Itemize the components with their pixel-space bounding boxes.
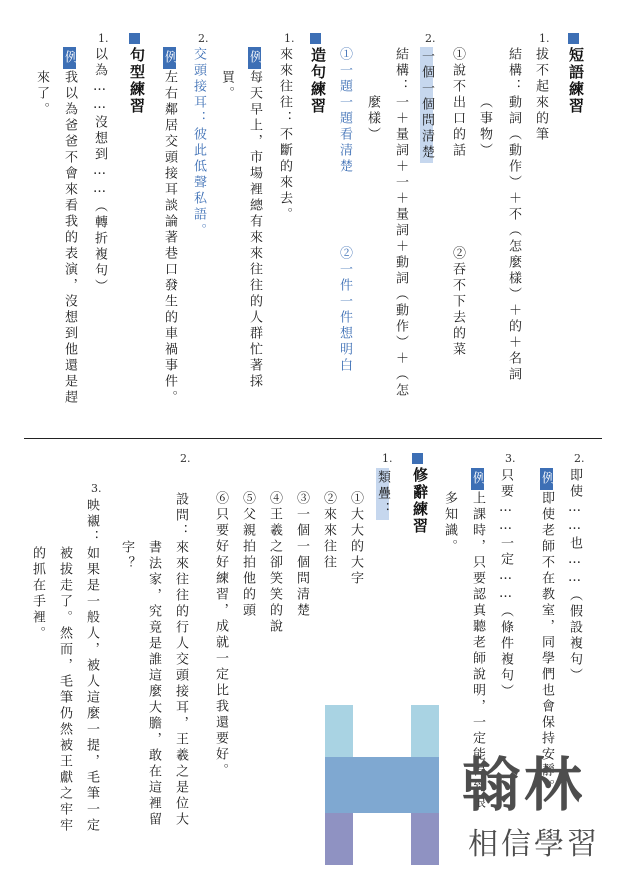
example-sentence: 多知識。: [442, 491, 457, 555]
item-number: 2.: [180, 452, 191, 465]
example-sentence: 買。: [219, 70, 234, 102]
hanlin-logo-icon: [325, 705, 439, 865]
example-sentence: 來了。: [34, 70, 49, 118]
rhetoric-list-item: ③一個一個問清楚: [294, 491, 309, 619]
logo-brand: 翰林: [462, 751, 587, 819]
example-label: 例: [63, 47, 76, 69]
item-number: 3.: [91, 482, 102, 495]
structure-line: 麼樣）: [365, 95, 380, 143]
phrase-example: ①說不出口的話: [450, 47, 465, 159]
rhetoric-list-item: ⑤父親拍拍他的頭: [240, 491, 255, 619]
structure-line: 結構：動詞（動作）＋不（怎麼樣）＋的＋名詞: [506, 47, 521, 383]
example-sentence: 每天早上，市場裡總有來來往往的人群忙著採: [247, 70, 262, 390]
rhetoric-heading: 類疊：: [375, 470, 390, 518]
example-sentence: 即使老師不在教室，同學們也會保持安靜。: [539, 491, 554, 795]
section-title-rhetoric: 修辭練習: [411, 467, 429, 535]
example-label: 例: [163, 47, 176, 69]
item-number: 1.: [98, 32, 109, 45]
item-number: 2.: [425, 32, 436, 45]
item-number: 2.: [198, 32, 209, 45]
rhetoric-list-item: ①大大的大字: [348, 491, 363, 587]
rhetoric-text: 的抓在手裡。: [30, 546, 45, 642]
rhetoric-text: 書法家，究竟是誰這麼大膽，敢在這裡留: [146, 540, 161, 828]
logo-h-mark-icon: [325, 705, 439, 865]
idiom-heading: 來來往往：不斷的來去。: [277, 47, 292, 223]
rhetoric-heading: 映襯：如果是一般人，被人這麼一提，毛筆一定: [84, 498, 99, 834]
rhetoric-text: 被拔走了。然而，毛筆仍然被王獻之牢牢: [57, 546, 72, 834]
section-divider: [24, 438, 602, 439]
phrase-heading: 一個一個問清楚: [419, 49, 434, 161]
section-marker-icon: [568, 33, 579, 44]
section-title-sentence: 造句練習: [309, 47, 327, 115]
structure-line: 結構：一＋量詞＋一＋量詞＋動詞（動作）＋（怎: [393, 47, 408, 399]
idiom-heading: 交頭接耳：彼此低聲私語。: [191, 47, 206, 239]
structure-line: （事物）: [477, 95, 492, 159]
section-title-pattern: 句型練習: [128, 47, 146, 115]
rhetoric-text: 字？: [119, 540, 134, 572]
rhetoric-list-item: ②來來往往: [321, 491, 336, 571]
rhetoric-heading: 設問：來來往往的行人交頭接耳，王羲之是位大: [173, 492, 188, 828]
phrase-heading: 拔不起來的筆: [533, 47, 548, 143]
example-label: 例: [471, 468, 484, 490]
example-label: 例: [540, 468, 553, 490]
pattern-heading: 只要……一定……（條件複句）: [498, 468, 513, 700]
section-marker-icon: [310, 33, 321, 44]
section-marker-icon: [129, 33, 140, 44]
example-sentence: 上課時，只要認真聽老師說明，一定能得到很: [470, 491, 485, 811]
item-number: 2.: [574, 452, 585, 465]
item-number: 1.: [539, 32, 550, 45]
item-number: 1.: [382, 452, 393, 465]
rhetoric-list-item: ④王羲之卻笑笑的說: [267, 491, 282, 635]
item-number: 3.: [505, 452, 516, 465]
pattern-heading: 以為……沒想到……（轉折複句）: [92, 47, 107, 295]
phrase-example: ①一題一題看清楚: [337, 47, 352, 175]
rhetoric-list-item: ⑥只要好好練習，成就一定比我還要好。: [213, 491, 228, 779]
phrase-example: ②吞不下去的菜: [450, 246, 465, 358]
example-sentence: 我以為爸爸不會來看我的表演，沒想到他還是趕: [62, 70, 77, 406]
item-number: 1.: [284, 32, 295, 45]
phrase-example: ②一件一件想明白: [337, 246, 352, 374]
section-title-short-phrase: 短語練習: [567, 47, 585, 115]
example-label: 例: [248, 47, 261, 69]
pattern-heading: 即使……也……（假設複句）: [567, 468, 582, 684]
example-sentence: 左右鄰居交頭接耳談論著巷口發生的車禍事件。: [162, 70, 177, 406]
logo-slogan: 相信學習: [468, 827, 600, 862]
section-marker-icon: [412, 453, 423, 464]
